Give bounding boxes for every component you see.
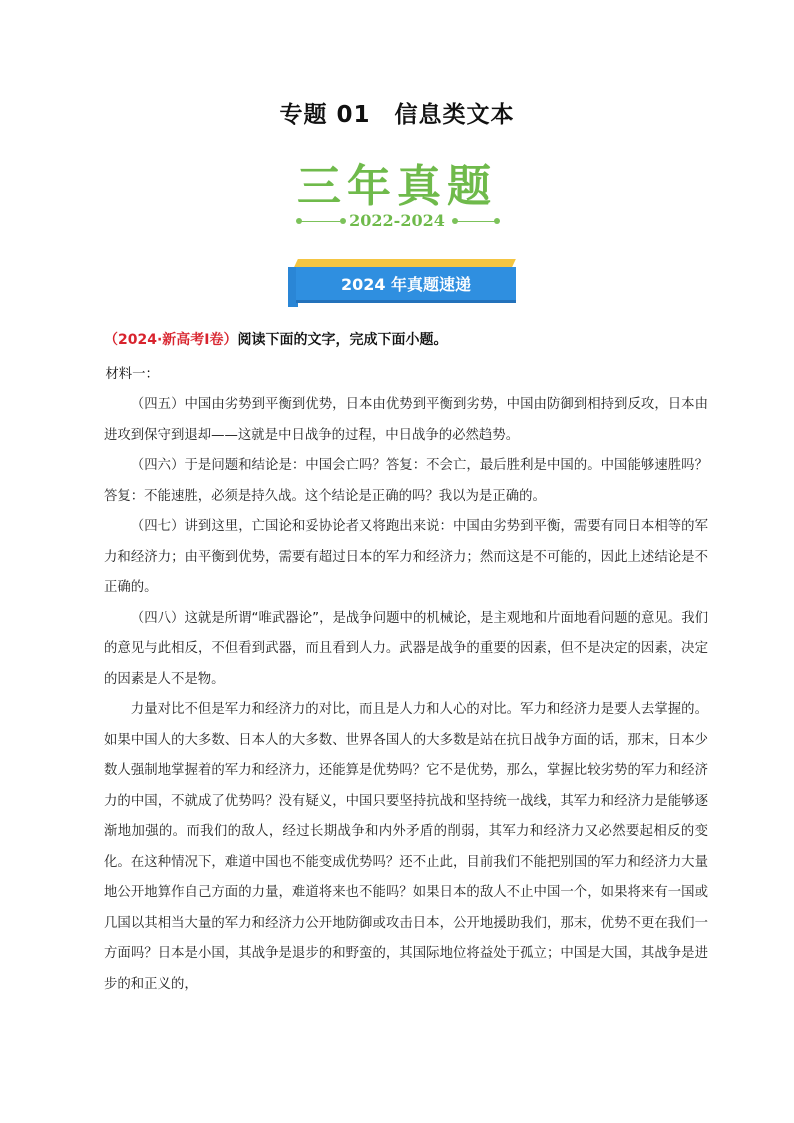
divider-line-right xyxy=(453,221,495,222)
paragraph: 力量对比不但是军力和经济力的对比，而且是人力和人心的对比。军力和经济力是要人去掌握的。如果中国人的大多数、日本人的大多数、世界各国人的大多数是站在抗日战争方面的话，那末，日本少数人强制地掌握着的军力和经济力，还能算是优势吗？它不是优势，那么，掌握比较劣势的军力和经济力的中国，不就成了优势吗？没有疑义，中国只要坚持抗战和坚持统一战线，其军力和经济力是能够逐渐地加强的。而我们的敌人，经过长期战争和内外矛盾的削弱，其军力和经济力又必然要起相反的变化。在这种情况下，难道中国也不能变成优势吗？还不止此，目前我们不能把别国的军力和经济力大量地公开地算作自己方面的力量，难道将来也不能吗？如果日本的敌人不止中国一个，如果将来有一国或几国以其相当大量的军力和经济力公开地防御或攻击日本，公开地援助我们，那末，优势不更在我们一方面吗？日本是小国，其战争是退步的和野蛮的，其国际地位将益处于孤立；中国是大国，其战争是进步的和正义的， xyxy=(104,702,708,992)
page-title: 专题 01 信息类文本 xyxy=(279,102,515,128)
paragraph: （四五）中国由劣势到平衡到优势，日本由优势到平衡到劣势，中国由防御到相持到反攻，日本由进攻到保守到退却——这就是中日战争的过程，中日战争的必然趋势。 xyxy=(104,397,708,443)
paragraph: （四八）这就是所谓“唯武器论”，是战争问题中的机械论，是主观地和片面地看问题的意见。我们的意见与此相反，不但看到武器，而且看到人力。武器是战争的重要的因素，但不是决定的因素，决定的因素是人不是物。 xyxy=(104,610,708,687)
banner-heading: 三年真题 xyxy=(297,161,497,212)
badge-label: 2024 年真题速递 xyxy=(296,267,516,303)
badge-accent-stripe xyxy=(294,259,516,267)
paragraph: （四六）于是问题和结论是：中国会亡吗？答复：不会亡，最后胜利是中国的。中国能够速胜吗？答复：不能速胜，必须是持久战。这个结论是正确的吗？我以为是正确的。 xyxy=(104,458,708,504)
years-divider xyxy=(0,210,794,234)
years-range: 2022-2024 xyxy=(349,211,445,230)
section-badge xyxy=(288,259,526,307)
divider-line-left xyxy=(298,221,340,222)
question-instruction: 阅读下面的文字，完成下面小题。 xyxy=(237,332,448,348)
divider-dot xyxy=(494,218,500,224)
material-label: 材料一： xyxy=(105,367,159,382)
question-prompt xyxy=(104,326,708,354)
document-body xyxy=(104,326,708,1000)
question-source: （2024·新高考Ⅰ卷） xyxy=(104,332,238,348)
paragraph: （四七）讲到这里，亡国论和妥协论者又将跑出来说：中国由劣势到平衡，需要有同日本相等的军力和经济力；由平衡到优势，需要有超过日本的军力和经济力；然而这是不可能的，因此上述结论是不正确的。 xyxy=(104,519,708,595)
